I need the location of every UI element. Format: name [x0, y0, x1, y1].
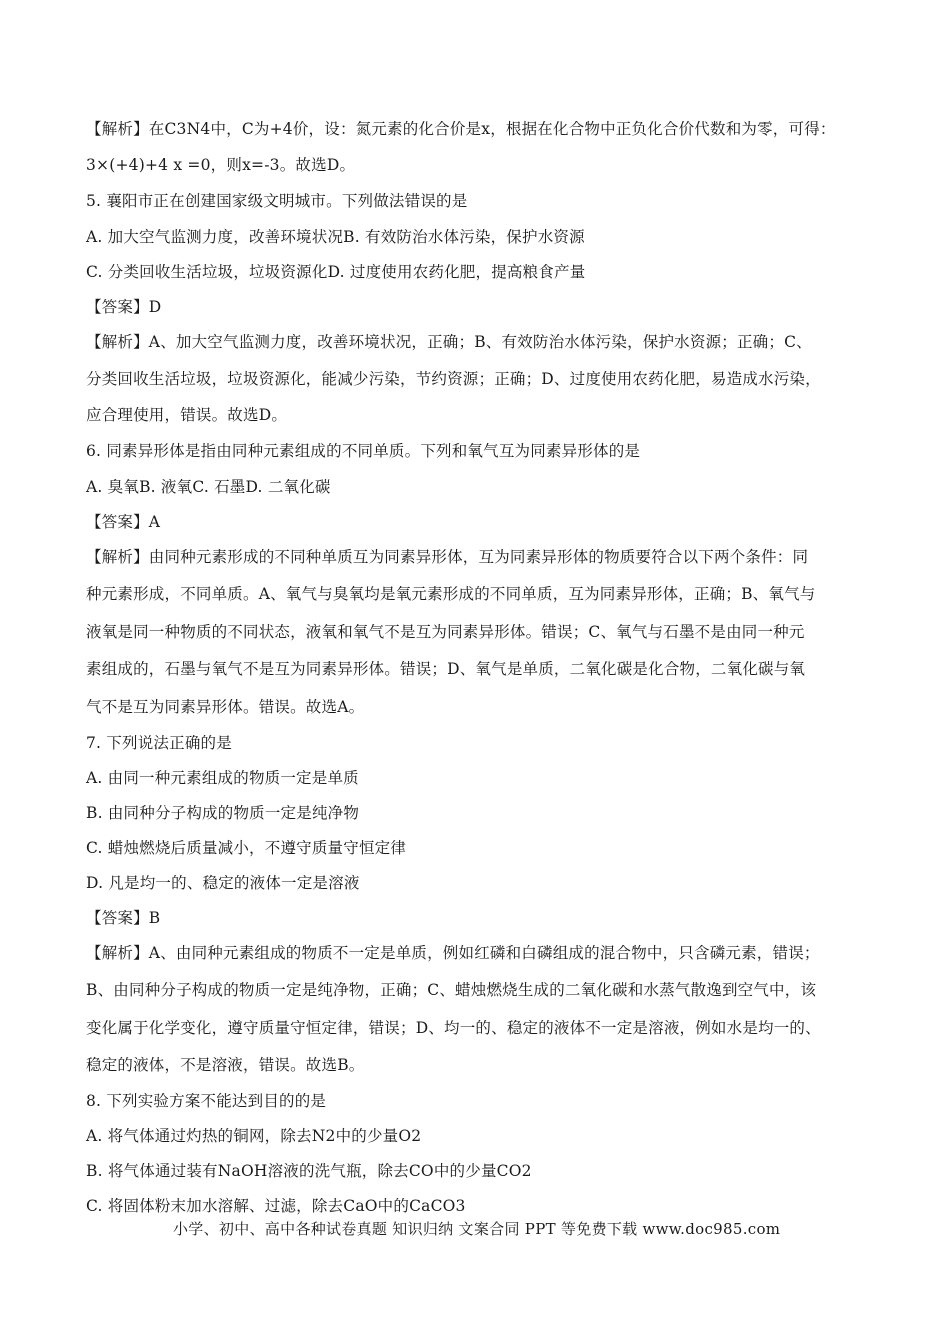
- question-7-analysis-line-1: 【解析】A、由同种元素组成的物质不一定是单质，例如红磷和白磷组成的混合物中，只含磷元素，错误；: [86, 944, 820, 962]
- analysis-q4-line-2: 3×(+4)+4 x =0，则x=-3。故选D。: [86, 156, 356, 174]
- question-5-options-row-1: [86, 227, 585, 247]
- question-6-options-row: [86, 477, 331, 497]
- question-7-analysis-line-4: 稳定的液体，不是溶液，错误。故选B。: [86, 1056, 365, 1074]
- question-6-analysis-line-3: 液氧是同一种物质的不同状态，液氧和氧气不是互为同素异形体。错误；C、氧气与石墨不是由同一种元: [86, 623, 805, 641]
- question-8-option-b: B. 将气体通过装有NaOH溶液的洗气瓶，除去CO中的少量CO2: [86, 1162, 532, 1180]
- page-footer-banner: 小学、初中、高中各种试卷真题 知识归纳 文案合同 PPT 等免费下载 www.doc985.com: [173, 1220, 781, 1238]
- question-7-analysis-line-3: 变化属于化学变化，遵守质量守恒定律，错误；D、均一的、稳定的液体不一定是溶液，例如水是均一的、: [86, 1019, 821, 1037]
- question-6-option-d: D. 二氧化碳: [245, 478, 331, 496]
- question-6-analysis-line-4: 素组成的，石墨与氧气不是互为同素异形体。错误；D、氧气是单质，二氧化碳是化合物，二氧化碳与氧: [86, 660, 806, 678]
- question-5-analysis-line-2: 分类回收生活垃圾，垃圾资源化，能减少污染，节约资源；正确；D、过度使用农药化肥，易造成水污染，: [86, 370, 821, 388]
- question-5-option-d: D. 过度使用农药化肥，提高粮食产量: [327, 263, 586, 281]
- question-5-option-a: A. 加大空气监测力度，改善环境状况: [86, 228, 344, 246]
- question-5-analysis-line-3: 应合理使用，错误。故选D。: [86, 406, 288, 424]
- question-8-option-c: C. 将固体粉末加水溶解、过滤，除去CaO中的CaCO3: [86, 1197, 466, 1215]
- analysis-q4-line-1: 【解析】在C3N4中，C为+4价，设：氮元素的化合价是x，根据在化合物中正负化合价代数和为零，可得：: [86, 120, 836, 138]
- question-5-options-row-2: [86, 262, 585, 282]
- question-7-option-a: A. 由同一种元素组成的物质一定是单质: [86, 769, 359, 787]
- question-5-stem: 5. 襄阳市正在创建国家级文明城市。下列做法错误的是: [86, 192, 468, 210]
- question-6-option-b: B. 液氧: [139, 478, 193, 496]
- question-5-answer: 【答案】D: [86, 298, 162, 316]
- question-6-answer: 【答案】A: [86, 513, 161, 531]
- question-7-analysis-line-2: B、由同种分子构成的物质一定是纯净物，正确；C、蜡烛燃烧生成的二氧化碳和水蒸气散逸到空气中，该: [86, 981, 817, 999]
- question-6-option-a: A. 臭氧: [86, 478, 140, 496]
- question-6-stem: 6. 同素异形体是指由同种元素组成的不同单质。下列和氧气互为同素异形体的是: [86, 442, 641, 460]
- question-8-option-a: A. 将气体通过灼热的铜网，除去N2中的少量O2: [86, 1127, 422, 1145]
- question-7-option-c: C. 蜡烛燃烧后质量减小，不遵守质量守恒定律: [86, 839, 407, 857]
- question-6-analysis-line-1: 【解析】由同种元素形成的不同种单质互为同素异形体，互为同素异形体的物质要符合以下两个条件：同: [86, 548, 809, 566]
- question-5-option-b: B. 有效防治水体污染，保护水资源: [343, 228, 585, 246]
- question-6-option-c: C. 石墨: [192, 478, 246, 496]
- question-7-option-d: D. 凡是均一的、稳定的液体一定是溶液: [86, 874, 360, 892]
- question-7-option-b: B. 由同种分子构成的物质一定是纯净物: [86, 804, 360, 822]
- question-5-option-c: C. 分类回收生活垃圾，垃圾资源化: [86, 263, 328, 281]
- question-5-analysis-line-1: 【解析】A、加大空气监测力度，改善环境状况，正确；B、有效防治水体污染，保护水资源；正确；C、: [86, 333, 812, 351]
- question-8-stem: 8. 下列实验方案不能达到目的的是: [86, 1092, 327, 1110]
- question-7-answer: 【答案】B: [86, 909, 161, 927]
- question-7-stem: 7. 下列说法正确的是: [86, 734, 232, 752]
- question-6-analysis-line-2: 种元素形成，不同单质。A、氧气与臭氧均是氧元素形成的不同单质，互为同素异形体，正确；B、氧气与: [86, 585, 816, 603]
- question-6-analysis-line-5: 气不是互为同素异形体。错误。故选A。: [86, 698, 365, 716]
